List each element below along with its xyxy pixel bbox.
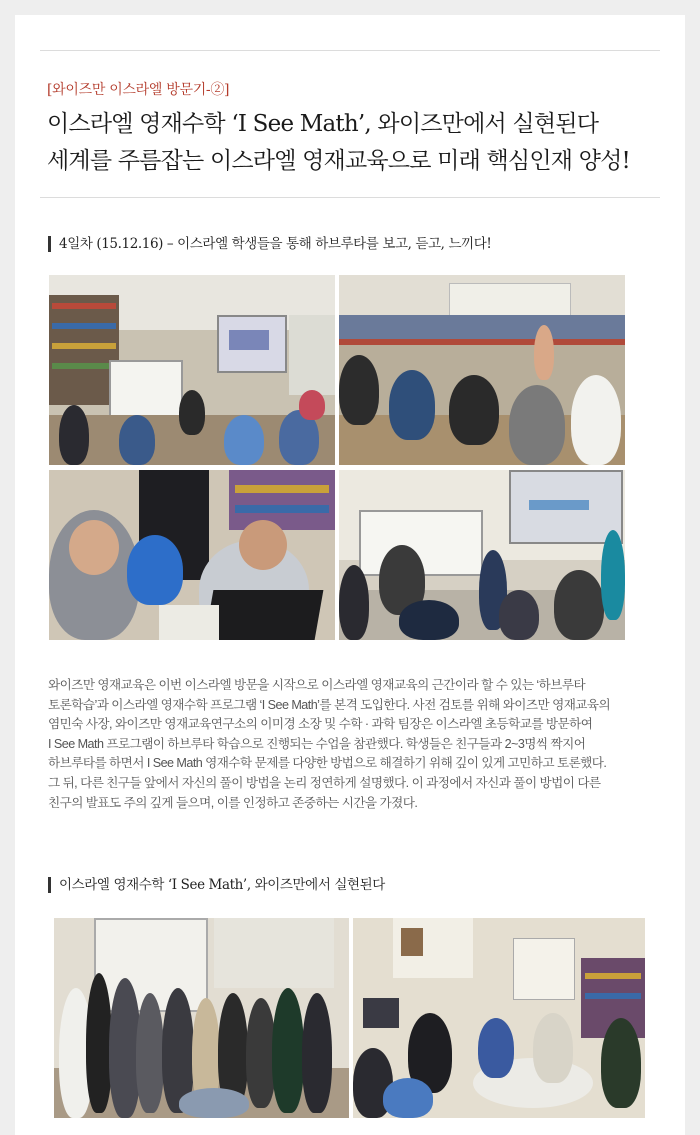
article-line: 그 뒤, 다른 친구들 앞에서 자신의 풀이 방법을 논리 정연하게 설명했다. 이 과정에서 자신과 풀이 방법이 다른 [48, 775, 601, 790]
photo-classroom-projector [49, 275, 335, 465]
article-line: 친구의 발표도 주의 깊게 들으며, 이를 인정하고 존중하는 시간을 가졌다. [48, 795, 418, 810]
newsletter-page [15, 15, 685, 1135]
article-line: 하브루타를 하면서 I See Math 영재수학 문제를 다양한 방법으로 해결하기 위해 깊이 있게 고민하고 토론했다. [48, 756, 607, 771]
article-line: 와이즈만 영재교육은 이번 이스라엘 방문을 시작으로 이스라엘 영재교육의 근간이라 할 수 있는 ‘하브루타 [48, 678, 586, 692]
headline-line-2: 세계를 주름잡는 이스라엘 영재교육으로 미래 핵심인재 양성! [47, 148, 630, 174]
article-line: 염민숙 사장, 와이즈만 영재교육연구소의 이미경 소장 및 수학 · 과학 팀장은 이스라엘 초등학교를 방문하여 [48, 717, 593, 732]
photo-class-whiteboard [339, 470, 625, 640]
photo-students-raising-hands [339, 275, 625, 465]
top-divider [40, 50, 660, 51]
photo-meeting-room [353, 918, 645, 1118]
photo-boys-with-laptop [49, 470, 335, 640]
section-title-day4: 4일차 (15.12.16) – 이스라엘 학생들을 통해 하브루타를 보고, 듣고, 느끼다! [48, 236, 491, 252]
header-divider [40, 197, 660, 198]
photo-group-visit [54, 918, 349, 1118]
article-line: 토론학습’과 이스라엘 영재수학 프로그램 ‘I See Math’를 본격 도입한다. 사전 검토를 위해 와이즈만 영재교육의 [48, 697, 611, 712]
article-kicker: [와이즈만 이스라엘 방문기-②] [47, 82, 230, 98]
article-line: I See Math 프로그램이 하브루타 학습으로 진행되는 수업을 참관했다. 학생들은 친구들과 2~3명씩 짝지어 [48, 736, 586, 751]
headline-line-1: 이스라엘 영재수학 ‘I See Math’, 와이즈만에서 실현된다 [47, 111, 599, 137]
article-body [48, 676, 658, 813]
section-title-i-see-math: 이스라엘 영재수학 ‘I See Math’, 와이즈만에서 실현된다 [48, 877, 385, 893]
